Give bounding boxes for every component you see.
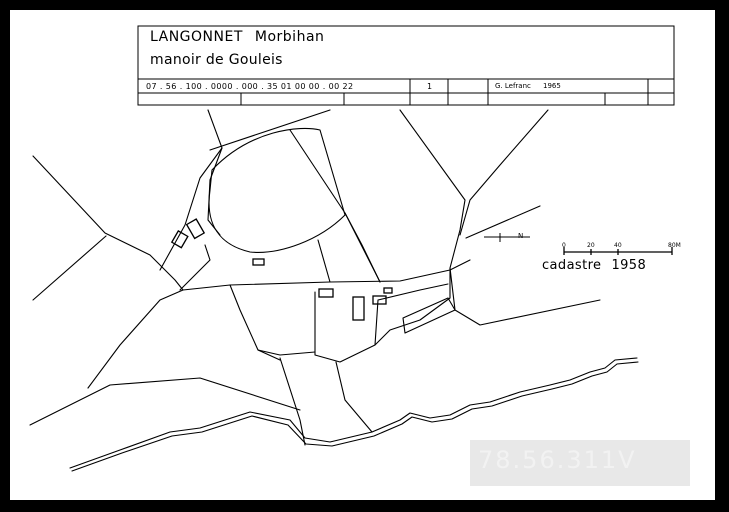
site-title: manoir de Gouleis bbox=[150, 52, 283, 68]
paper bbox=[10, 10, 715, 500]
department-name: Morbihan bbox=[254, 29, 325, 45]
cadastre-label bbox=[542, 258, 646, 273]
scale-tick-40: 40 bbox=[614, 242, 622, 249]
commune-title bbox=[150, 29, 324, 45]
sheet-number: 1 bbox=[427, 82, 433, 91]
commune-name: LANGONNET bbox=[150, 29, 243, 45]
scale-tick-0: 0 bbox=[562, 242, 566, 249]
scale-tick-80m: 80M bbox=[668, 242, 681, 249]
north-label: N bbox=[518, 232, 524, 240]
author-name: G. Lefranc bbox=[495, 82, 531, 90]
scale-tick-20: 20 bbox=[587, 242, 595, 249]
cadastre-word: cadastre bbox=[542, 258, 602, 273]
stamp-text: 78.56.311V bbox=[478, 446, 637, 474]
cadastre-year: 1958 bbox=[611, 258, 647, 273]
reference-code: 07 . 56 . 100 . 0000 . 000 . 35 01 00 00 . 00 22 bbox=[146, 82, 354, 91]
survey-year: 1965 bbox=[543, 82, 561, 90]
